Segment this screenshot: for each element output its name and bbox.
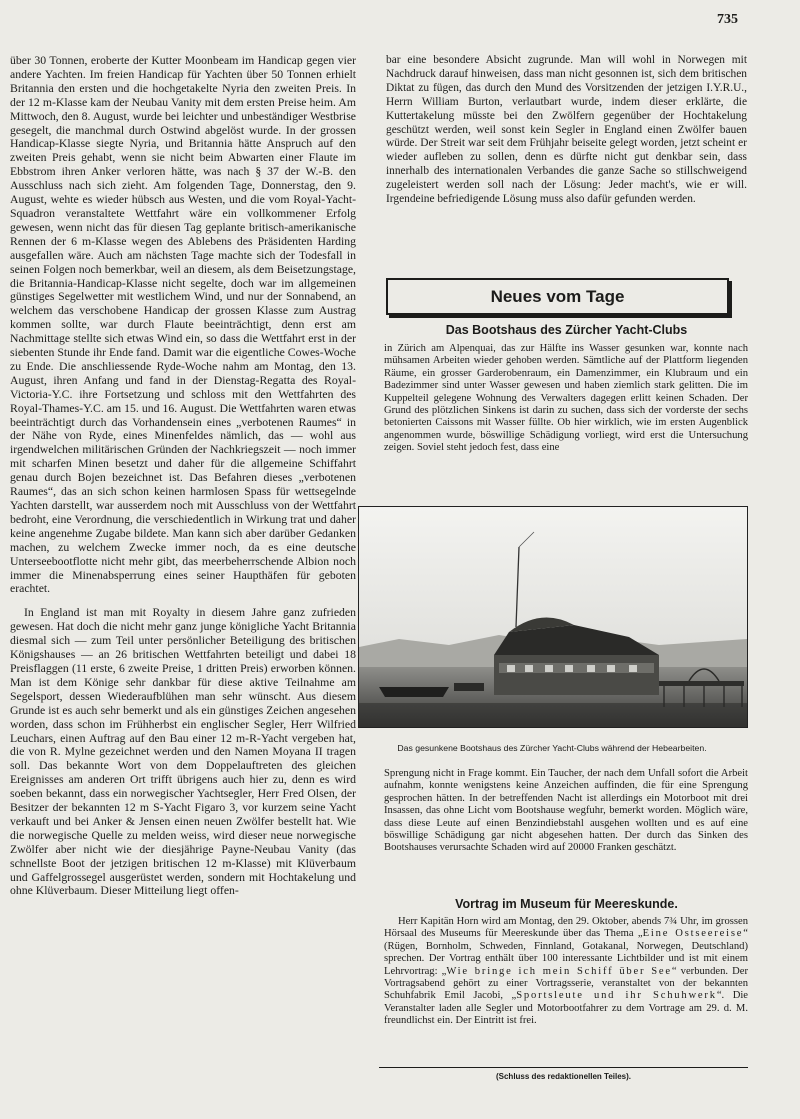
article2-text: [384, 916, 748, 1028]
article1-body-bottom: [384, 768, 748, 855]
article2-theme: Eine Ostseereise: [642, 928, 744, 940]
left-paragraph-1: über 30 Tonnen, eroberte der Kutter Moonbeam im Handicap gegen vier andere Yachten. Im freien Handicap für Yachten über 50 Tonnen erhielt Britannia den ersten und die hochgetakelte Nyria den zweiten Preis. In der 12 m-Klasse kam der Neubau Vanity mit dem ersten Preise heim. Am Mittwoch, den 8. August, wurde bei leichter und unbeständiger Westbrise gesegelt, die manchmal durch Ostwind abgelöst wurde. In der grossen Handicap-Klasse siegte Nyria, und Britannia hätte Anspruch auf den zweiten Preis gehabt, wenn sie nicht beim Abwarten einer Flaute im Ebbstrom ihren Anker verloren hätte, was nach § 37 der W.-B. den Ausschluss nach sich zieht. Am folgenden Tage, Donnerstag, den 9. August, wehte es wieder hübsch aus Westen, und die vom Royal-Yacht-Squadron veranstaltete Wettfahrt wäre ein vollkommener Erfolg gewesen, wenn nicht das für diesen Tag geplante britisch-amerikanische Rennen der 6 m-Klasse wegen des Ablebens des Präsidenten Harding ausgefallen wäre. Auch am nächsten Tage machte sich der Todesfall in seinen Folgen noch bemerkbar, weil an diesem, als dem Beisetzungstage, die Britannia-Handicap-Klasse nicht segelte, doch war im allgemeinen günstiges Segelwetter mit westlichem Wind, und nur der Sonnabend, an welchem das verschobene Handicap der grossen Klasse zum Austrag kommen sollte, war durch Flaute beeinträchtigt, denn erst am Nachmittage stellte sich etwas Wind ein, so dass die Wettfahrt erst in der siebenten Stunde ihr Ende fand. Damit war die eigentliche Cowes-Woche zu Ende. Die anschliessende Ryde-Woche nahm am Montag, den 13. August, ihren Anfang und fand in der Dienstag-Regatta des Royal-Victoria-Y.C. ihre Fortsetzung und schloss mit den Wettfahrten des Royal-Thames-Y.C. am 15. und 16. August. Die Wettfahrten waren etwas beeinträchtigt durch das Vorhandensein eines „verbotenen Raumes“ in der Nähe von Ryde, eines Minenfeldes nämlich, das — wohl aus irgendwelchen militärischen Gründen der Nachkriegszeit — noch immer mit scharfen Minen besetzt und daher für die allgemeine Schiffahrt genau durch Bojen bezeichnet ist. Das Befahren dieses „verbotenen Raumes“, das an sich schon keinen harmlosen Spass für wettsegelnde Yachten darstellt, war ausserdem noch mit Ausschluss von der Wettfahrt bedroht, eine Verordnung, die verschiedentlich in Wirkung trat und daher keine angenehme Zugabe bildete. Man kann sich aber darüber Gedanken machen, zu welchem Zwecke immer noch, da es eine deutsche Unterseebootflotte nicht mehr gibt, das meerbeherrschende Albion noch immer die Minenabsperrung eines seiner Haupthäfen für geboten erachtet.: [10, 54, 356, 596]
article2-text-d: “. Die Veranstalter laden alle Segler und Motorbootfahrer zu dem Vortrage am 29. d. M. freundlichst ein. Der Eintritt ist frei.: [384, 990, 748, 1027]
article2-text-a: Herr Kapitän Horn wird am Montag, den 29. Oktober, abends 7¾ Uhr, im grossen Hörsaal des Museums für Meereskunde über das Thema „: [384, 916, 748, 940]
article2-text-b: “ (Rügen, Bornholm, Schweden, Finnland, Gotakanal, Norwegen, Deutschland) sprechen. Der Vortrag enthält über 100 interessante Lichtbilder und ist mit einem Lehrvortrag: „: [384, 928, 748, 977]
photo-caption: Das gesunkene Bootshaus des Zürcher Yacht-Clubs während der Hebearbeiten.: [397, 743, 707, 753]
footer-note: (Schluss des redaktionellen Teiles).: [495, 1072, 631, 1081]
article2-lecture: Wie bringe ich mein Schiff über See: [446, 965, 672, 977]
left-column: [10, 54, 356, 898]
boathouse-illustration: [359, 507, 747, 727]
article2-series: Sportsleute und ihr Schuhwerk: [516, 990, 717, 1002]
right-column-continuation: [386, 54, 747, 207]
article2-text-c: “ verbunden. Der Vortragsabend gehört zu einer Vortragsserie, veranstaltet von der bekannten Schuhfabrik Emil Jacobi, „: [384, 965, 748, 1002]
article1-text-top: in Zürich am Alpenquai, das zur Hälfte ins Wasser gesunken war, konnte nach mühsamen Arbeiten wieder gehoben werden. Sämtliche auf der Plattform liegenden Räume, ein grosser Garderobenraum, ein Damenzimmer, ein Klubraum und ein Badezimmer sind unter Wasser gewesen und haben ziemlich stark gelitten. Die im Kuppelteil gelegene Wohnung des Verwalters dagegen erlitt keinen Schaden. Der Grund des plötzlichen Sinkens ist darin zu suchen, dass sich der vorderste der sechs betonierten Caissons mit Wasser füllte. Ob hier wirklich, wie im ersten Augenblick angenommen wurde, böswillige Schädigung vorliegt, wird erst die Untersuchung zeigen. Soviel steht jedoch fest, dass eine: [384, 343, 748, 454]
article1-text-bottom: Sprengung nicht in Frage kommt. Ein Taucher, der nach dem Unfall sofort die Arbeit aufnahm, konnte wenigstens keine Anzeichen auffinden, die für eine Sprengung gesprochen hätten. In der betreffenden Nacht ist allerdings ein Motorboot mit drei Insassen, das ohne Licht vom Bootshause wegfuhr, bemerkt worden. Möglich wäre, dass diese Leute auf einen Benzindiebstahl ausgehen wollten und es auf eine böswillige Schädigung gar nicht abgesehen hatten. Der durch das Sinken des Bootshauses verursachte Schaden wird auf 20000 Franken geschätzt.: [384, 768, 748, 854]
article2-body: [384, 916, 748, 1028]
boathouse-photo: [358, 506, 748, 728]
article2-title: Vortrag im Museum für Meereskunde.: [455, 897, 678, 911]
continuation-paragraph: bar eine besondere Absicht zugrunde. Man will wohl in Norwegen mit Nachdruck darauf hinweisen, dass man nicht gesonnen ist, sich dem britischen Diktat zu fügen, das durch den Mund des Vorsitzenden der jetzigen I.Y.R.U., Herrn William Burton, verlautbart wurde, indem dieser erklärte, die Kuttertakelung müsste bei den Zwölfern gegenüber der Hochtakelung geschützt werden, weil sonst kein Segler in England einen Zwölfer bauen würde. Der Streit war seit dem Frühjahr beiseite gelegt worden, jetzt scheint er wieder aufleben zu sollen, denn es dürfte nicht gut denkbar sein, dass innerhalb des internationalen Verbandes die ganze Sache so stillschweigend zugeleistert werden soll nach der Lösung: Jeder macht's, wie er will. Irgendeine befriedigende Lösung muss also dafür gefunden werden.: [386, 54, 747, 206]
section-title: Neues vom Tage: [490, 286, 625, 306]
article1-title: Das Bootshaus des Zürcher Yacht-Clubs: [445, 323, 688, 337]
footer-rule: [379, 1067, 748, 1068]
section-title-box: [386, 278, 729, 315]
left-paragraph-2: In England ist man mit Royalty in diesem Jahre ganz zufrieden gewesen. Hat doch die nicht mehr ganz junge königliche Yacht Britannia diesmal sich — zum Teil unter persönlicher Beteiligung des britischen Königshauses — an 26 britischen Wettfahrten beteiligt und dabei 18 Preisflaggen (11 erste, 6 zweite Preise, 1 dritten Preis) erworben können. Man ist dem Könige sehr dankbar für diese aktive Teilnahme am Segelsport, dessen Wiederaufblühen man sehr wünscht. Aus diesem Grunde ist es auch sehr bemerkt und als ein günstiges Zeichen angesehen worden, dass schon im Frühherbst ein englischer Segler, Herr Wilfried Leuchars, einen Auftrag auf den Bau einer 12 m-R-Yacht vergeben hat, die von R. Mylne gezeichnet werden und den Namen Moyana II tragen soll. Das bekannte Wort von dem Doppelauftreten des gleichen Ereignisses am anderen Ort trifft übrigens auch hier zu, denn es wird soeben bekannt, dass ein norwegischer Yachtsegler, Herr Fred Olsen, der Besitzer der bekannten 12 m S-Yacht Figaro 3, vor kurzem seine Yacht verkauft und bei Anker & Jensen einen neuen Zwölfer bestellt hat. Wie die norwegische Quelle zu melden weiss, wird dieser neue norwegische Zwölfer aber nicht wie der diesjährige Payne-Neubau Vanity (das schnellste Boot der jetzigen britischen 12 m-Klasse) mit Klüverbaum und Gaffelgrossegel ausgerüstet werden, sondern mit Hochtakelung und ohne Klüverbaum. Dieser Mitteilung liegt offen-: [10, 606, 356, 898]
page-number: 735: [717, 12, 738, 27]
article1-body-top: [384, 343, 748, 455]
